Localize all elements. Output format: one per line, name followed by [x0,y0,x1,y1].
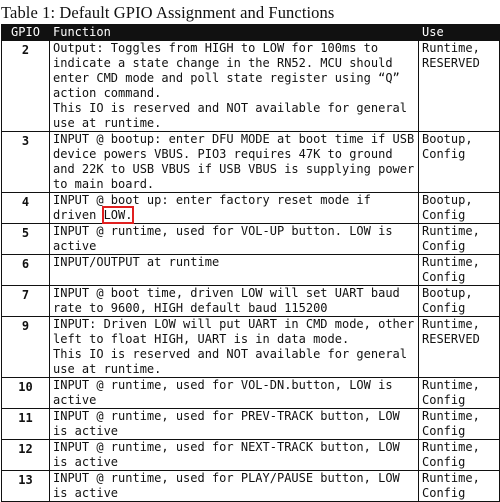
function-cell: INPUT @ runtime, used for PLAY/PAUSE button, LOW is active [50,471,419,502]
function-text: INPUT @ boot up: enter factory reset mode if driven [53,193,379,222]
gpio-number-cell: 13 [2,471,50,502]
use-cell: Bootup, Config [419,286,500,317]
gpio-number-cell: 3 [2,132,50,193]
table-caption: Table 1: Default GPIO Assignment and Functions [1,3,335,22]
function-cell [50,193,419,224]
column-header-gpio: GPIO [2,25,50,41]
table-row [2,471,500,502]
table-row [2,224,500,255]
gpio-number-cell: 4 [2,193,50,224]
function-cell: INPUT @ runtime, used for VOL-UP button. LOW is active [50,224,419,255]
column-header-use: Use [419,25,500,41]
table-row [2,286,500,317]
use-cell: Runtime, Config [419,255,500,286]
table-header-row [2,25,500,41]
gpio-number-cell: 7 [2,286,50,317]
function-cell: INPUT @ boot time, driven LOW will set UART baud rate to 9600, HIGH default baud 115200 [50,286,419,317]
gpio-number-cell: 6 [2,255,50,286]
table-row [2,378,500,409]
use-cell: Runtime, Config [419,224,500,255]
use-cell: Runtime, RESERVED [419,317,500,378]
function-cell: INPUT @ bootup: enter DFU MODE at boot time if USB device powers VBUS. PIO3 requires 47K to ground and 22K to USB VBUS if USB VBUS is supplying power to main board. [50,132,419,193]
gpio-number-cell: 10 [2,378,50,409]
gpio-table [1,24,500,502]
table-row [2,317,500,378]
table-row [2,409,500,440]
use-cell: Runtime, Config [419,471,500,502]
function-cell: INPUT: Driven LOW will put UART in CMD mode, other left to float HIGH, UART is in data mode. This IO is reserved and NOT available for general use at runtime. [50,317,419,378]
table-row [2,440,500,471]
gpio-number-cell: 9 [2,317,50,378]
gpio-number-cell: 11 [2,409,50,440]
table-row [2,41,500,132]
table-row [2,255,500,286]
column-header-function: Function [50,25,419,41]
gpio-number-cell: 5 [2,224,50,255]
table-row [2,193,500,224]
use-cell: Runtime, Config [419,440,500,471]
highlighted-low-text: LOW. [103,208,133,222]
function-cell: INPUT @ runtime, used for NEXT-TRACK button, LOW is active [50,440,419,471]
gpio-number-cell: 12 [2,440,50,471]
function-cell: INPUT @ runtime, used for PREV-TRACK button, LOW is active [50,409,419,440]
table-row [2,132,500,193]
function-cell: Output: Toggles from HIGH to LOW for 100ms to indicate a state change in the RN52. MCU should enter CMD mode and poll state register using “Q” action command. This IO is reserved and NOT available for general use at runtime. [50,41,419,132]
function-cell: INPUT/OUTPUT at runtime [50,255,419,286]
use-cell: Runtime, Config [419,409,500,440]
gpio-number-cell: 2 [2,41,50,132]
function-cell: INPUT @ runtime, used for VOL-DN.button, LOW is active [50,378,419,409]
use-cell: Runtime, RESERVED [419,41,500,132]
use-cell: Bootup, Config [419,193,500,224]
use-cell: Runtime, Config [419,378,500,409]
use-cell: Bootup, Config [419,132,500,193]
